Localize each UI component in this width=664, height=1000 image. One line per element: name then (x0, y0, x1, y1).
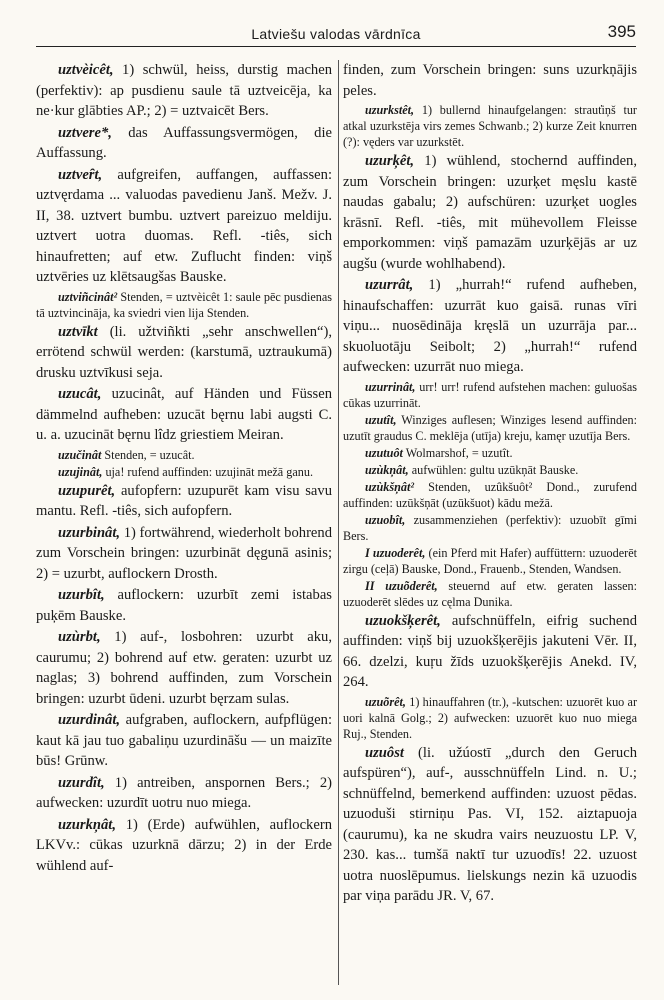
entry-headword: uzurrinât, (365, 379, 416, 394)
dictionary-entry (343, 445, 637, 461)
entry-definition: 1) (Erde) aufwühlen, auflockern LKVv.: cūkas uzurknā dārzu; 2) in der Erde wühlend auf- (36, 816, 332, 874)
dictionary-entry (36, 322, 332, 384)
entry-headword: uztvèicêt, (58, 62, 114, 78)
entry-headword: uztvere*, (58, 124, 112, 141)
entry-headword: uztveȓt, (58, 166, 103, 183)
entry-definition: finden, zum Vorschein bringen: suns uzurkņājis peles. (343, 62, 637, 99)
header-rule (36, 46, 636, 47)
entry-definition: steuernd auf etw. geraten lassen: uzuoderēt slēdes uz cęlma Dunika. (343, 578, 637, 609)
entry-definition: 1) „hurrah!“ rufend aufheben, hinaufschaffen: uzurrāt kuo gaisā. runas vīri viņu... nuosēdināja kręslā un uzurrāja par... skuoluotāju Seibolt; 2) „hurrah!“ rufend aufwecken: uzurrāt nuo miega. (343, 277, 637, 375)
column-divider (338, 60, 339, 985)
entry-definition: 1) hinauffahren (tr.), -kutschen: uzuorēt kuo ar uori kalnā Golg.; 2) aufwecken: uzuorēt kuo nuo miega Ruj., Stenden. (343, 694, 637, 741)
entry-definition: 1) fortwährend, wiederholt bohrend zum Vorschein bringen: uzurbināt dęgunā asinis; 2) = uzurbt, auflockern Drosth. (36, 524, 332, 582)
entry-headword: uzurdît, (58, 774, 105, 791)
dictionary-entry (36, 585, 332, 626)
left-column (36, 60, 332, 990)
entry-headword: uzurbît, (58, 587, 105, 603)
dictionary-entry (36, 123, 332, 164)
dictionary-entry (36, 627, 332, 709)
entry-definition: uzucinât, auf Händen und Füssen dämmelnd aufheben: uzucāt bęrnu labi augsti C. u. a. uzucināt bęrnu lîdz griestiem Meiran. (36, 386, 332, 443)
entry-headword: uzuokšķerêt, (365, 612, 441, 629)
entry-headword: uzùkšņât² (365, 479, 415, 494)
entry-definition: aufgraben, auflockern, aufpflügen: kaut kā jau tuo gabaliņu uzurdināšu — un maizīte būs! Grūnw. (36, 712, 332, 769)
dictionary-entry (343, 545, 637, 577)
entry-headword: uzurbinât, (58, 524, 121, 541)
entry-headword: uzurdinât, (58, 712, 121, 728)
entry-headword: uzùrbt, (58, 629, 101, 645)
entry-headword: uzurķêt, (365, 153, 415, 169)
entry-headword: uzutît, (365, 412, 397, 427)
page-header (36, 20, 636, 46)
entry-headword: uzučinât (58, 447, 102, 462)
entry-definition: aufschnüffeln, eifrig suchend auffinden: viņš bij uzuokšķerējis jakuteni Vēr. II, 66. dzelzi, kuŗu žīds uzuokšķerējis Anekd. IV, 264. (343, 612, 637, 690)
dictionary-entry (36, 523, 332, 585)
dictionary-entry (343, 512, 637, 544)
entry-headword: uztvīkt (58, 323, 98, 340)
dictionary-entry (343, 578, 637, 610)
entry-headword: uzurrât, (365, 277, 414, 293)
entry-definition: urr! urr! rufend aufstehen machen: guluošas cūkas uzurrināt. (343, 379, 637, 410)
entry-headword: uzurkņât, (58, 816, 117, 833)
entry-headword: uzuobît, (365, 512, 406, 527)
entry-definition: (ein Pferd mit Hafer) auffüttern: uzuoderēt zirgu (ceļā) Bauske, Dond., Frauenb., Stenden, Wandsen. (343, 545, 637, 576)
entry-headword: uzuôst (365, 744, 404, 761)
right-column (343, 60, 637, 990)
entry-headword: uzupurêt, (58, 482, 116, 499)
entry-headword: uzucât, (58, 386, 102, 402)
entry-headword: uzujinât, (58, 464, 103, 479)
page-number: 395 (607, 22, 636, 41)
dictionary-entry (343, 462, 637, 478)
dictionary-entry (36, 815, 332, 877)
dictionary-entry (36, 384, 332, 446)
entry-headword: uzùkņât, (365, 462, 409, 477)
entry-headword: uzutuôt (365, 445, 403, 460)
entry-headword: II uzuõderêt, (365, 578, 438, 593)
entry-definition: 1) auf-, losbohren: uzurbt aku, caurumu; 2) bohrend auf etw. geraten: uzurbt uz naglas; 3) bohrend auffinden, zum Vorschein bringen: uzurbt ūdeni. uzurbt bęrzam sulas. (36, 629, 332, 707)
dictionary-entry (36, 447, 332, 463)
entry-definition: 1) schwül, heiss, durstig machen (perfektiv): ap pusdienu saule tā uztveicēja, ka ne·kur glābties AP.; 2) = uztvaicēt Bers. (36, 62, 332, 119)
entry-definition: Winziges auflesen; Winziges lesend auffinden: uzutīt graudus C. meklēja (utīja) kreju, kamęr uzutīja Bers. (343, 412, 637, 443)
entry-definition: 1) bullernd hinaufgelangen: straut̓iņš tur atkal uzurkstēja virs zemes Schwanb.; 2) kurze Zeit knurren (?): vęders var uzurkstēt. (343, 103, 637, 149)
dictionary-entry (36, 481, 332, 522)
entry-definition: zusammenziehen (perfektiv): uzuobīt gīmi Bers. (343, 512, 637, 543)
entry-definition: aufgreifen, auffangen, auffassen: uztvęrdama ... valuodas pavedienu Janš. Mežv. J. II, 38. uztvert bumbu. uztvert pareizuo meldiju. uztvert uotra duomas. Refl. -tiês, sich hinaufretten; auf etw. Zuflucht finden: viņš uztvēries uz klētsaugšas Bauske. (36, 166, 332, 285)
entry-headword: uzurkstêt, (365, 103, 415, 117)
dictionary-entry (343, 743, 637, 907)
dictionary-entry (343, 694, 637, 742)
entry-definition: aufwühlen: gultu uzūkņāt Bauske. (408, 462, 579, 477)
dictionary-entry (36, 710, 332, 772)
dictionary-entry (343, 479, 637, 511)
entry-definition: Stenden, uzûkšuôt² Dond., zurufend auffinden: uzūkšņāt (uzūkšuot) kādu mežā. (343, 479, 637, 510)
dictionary-entry (36, 289, 332, 321)
dictionary-entry (343, 379, 637, 411)
dictionary-entry (36, 165, 332, 288)
entry-definition: 1) wühlend, stochernd auffinden, zum Vorschein bringen: uzurķet męslu kastē naudas gabalu; 2) aufschüren: uzurķet uogles krāsnī. Refl. -tiês, mit mühevollem Fleisse emporkommen: viņš pamazām uzurķējās ar uz augšu (wurde wohlhabend). (343, 153, 637, 272)
entry-definition: Wolmarshof, = uzutît. (402, 445, 513, 460)
entry-definition: das Auffassungsvermögen, die Auffassung. (36, 124, 332, 161)
dictionary-entry (343, 275, 637, 378)
entry-headword: uztviñcinât² (58, 289, 118, 304)
entry-definition: auflockern: uzurbīt zemi istabas puķēm Bauske. (36, 587, 332, 624)
dictionary-entry (36, 773, 332, 814)
dictionary-entry (36, 60, 332, 122)
entry-definition: (li. užtviñkti „sehr anschwellen“), errötend schwül werden: (karstumā, uztraukumā) drusku uztvīkusi seja. (36, 323, 332, 381)
entry-definition: 1) antreiben, anspornen Bers.; 2) aufwecken: uzurdīt uotru nuo miega. (36, 774, 332, 811)
entry-definition: uja! rufend auffinden: uzujināt mežā ganu. (102, 464, 313, 479)
dictionary-entry (343, 60, 637, 101)
entry-headword: uzuõrêt, (365, 694, 406, 709)
entry-definition: Stenden, = uztvèicêt 1: saule pēc pusdienas tā uztvincināja, ka sviedri vien lija Stenden. (36, 289, 332, 320)
dictionary-entry (343, 611, 637, 693)
entry-definition: aufopfern: uzupurēt kam visu savu mantu. Refl. -tiês, sich aufopfern. (36, 482, 332, 519)
entry-definition: Stenden, = uzucât. (101, 447, 195, 462)
running-title: Latviešu valodas vārdnīca (251, 26, 421, 42)
dictionary-entry (343, 102, 637, 150)
dictionary-entry (36, 464, 332, 480)
dictionary-entry (343, 412, 637, 444)
dictionary-entry (343, 151, 637, 274)
entry-headword: I uzuoderêt, (365, 545, 426, 560)
entry-definition: (li. užúostī „durch den Geruch aufspüren“), auf-, ausschnüffeln Lind. n. U.; schnüffelnd, bemerkend auffinden: uzuost pēdas. uzuoduši stirniņu Pas. VI, 152. aiztapuoja (caurumu), ka ne skudra vairs neuzuostu LP. V, 230. kas... tumšā naktī tur uzuodīs! 22. uzuost uotra nuoslēpumus. lielskungs nezin kā uzuodis par viņa parādu JR. V, 67. (343, 744, 637, 904)
